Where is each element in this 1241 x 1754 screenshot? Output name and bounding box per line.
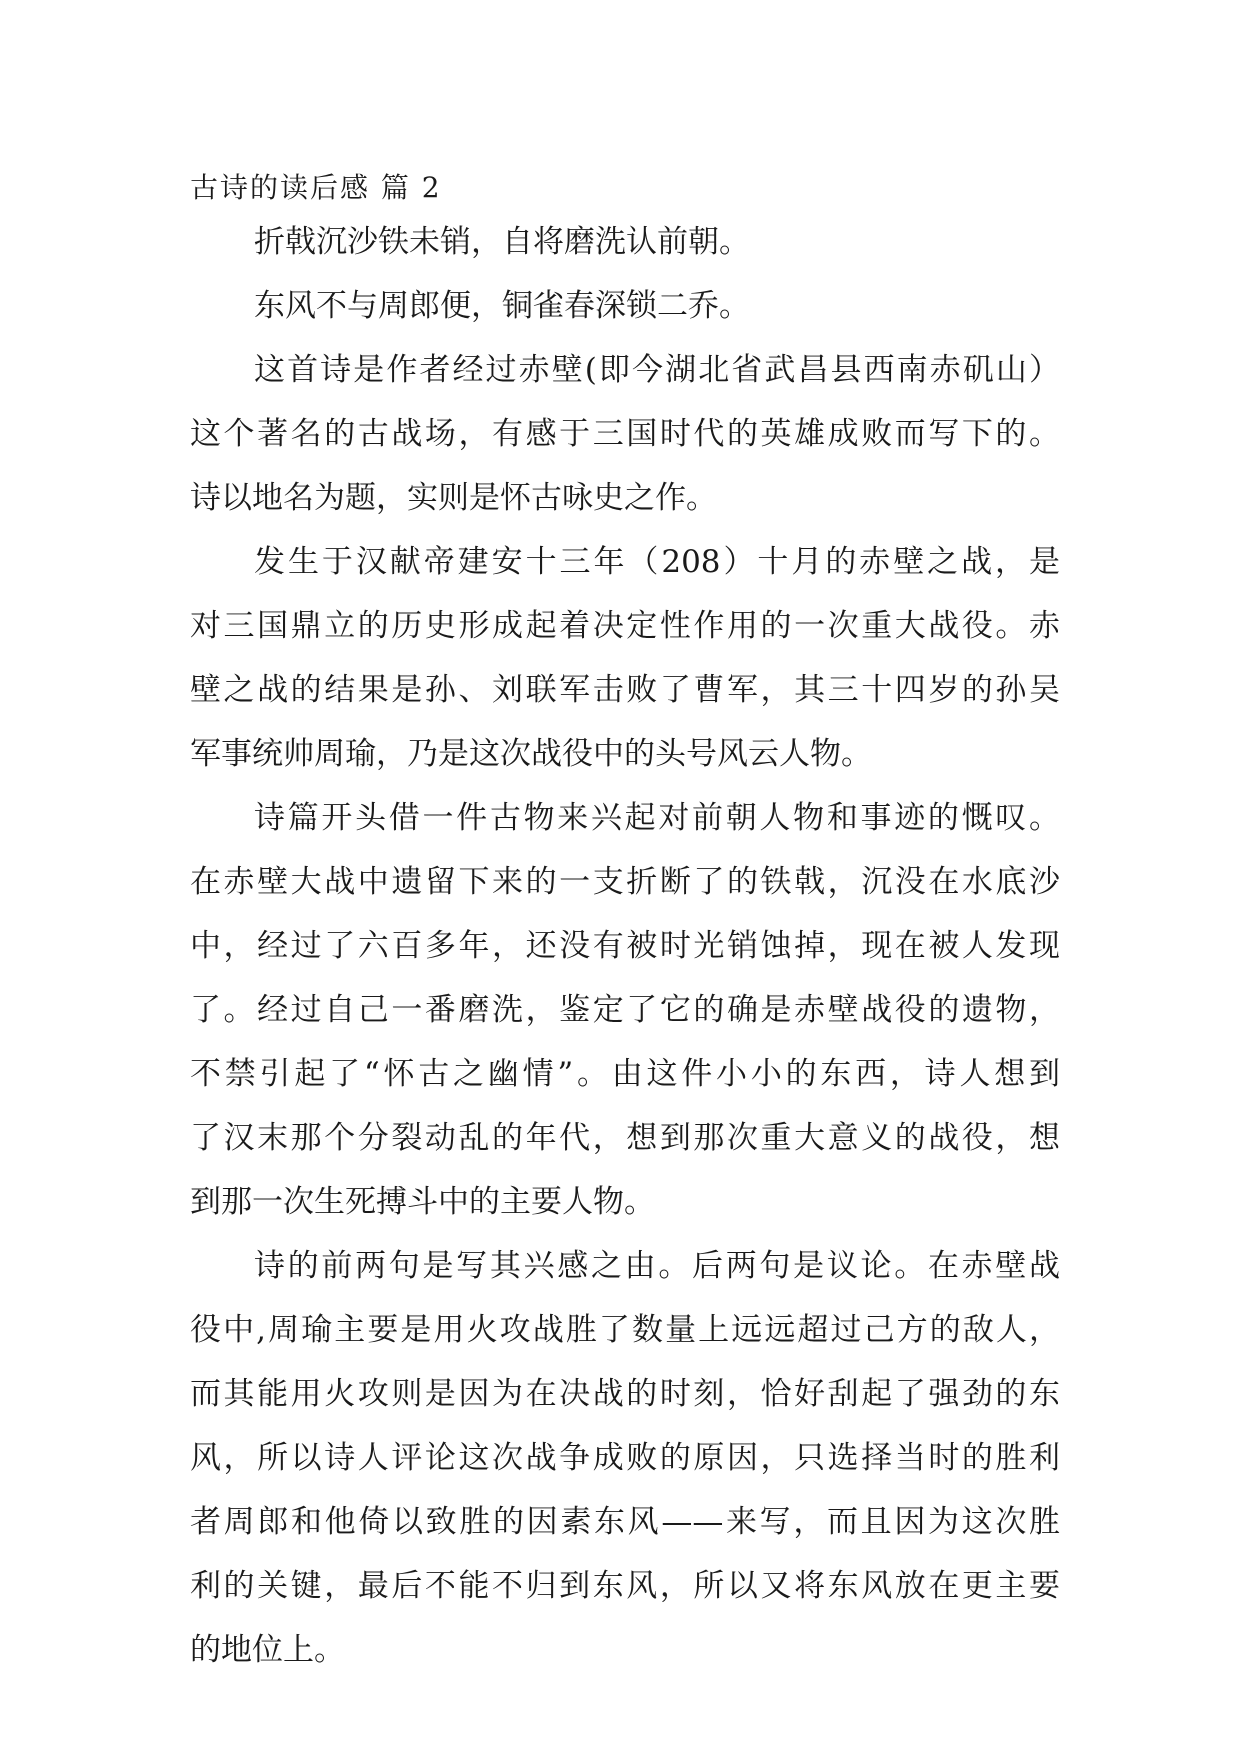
paragraph-line: 军事统帅周瑜，乃是这次战役中的头号风云人物。 — [190, 736, 872, 772]
paragraph-line: 中，经过了六百多年，还没有被时光销蚀掉，现在被人发现 — [190, 928, 1060, 964]
paragraph-line: 诗以地名为题，实则是怀古咏史之作。 — [190, 480, 717, 516]
paragraph-line: 者周郎和他倚以致胜的因素东风——来写，而且因为这次胜 — [190, 1504, 1060, 1540]
paragraph-line: 这个著名的古战场，有感于三国时代的英雄成败而写下的。 — [190, 416, 1060, 452]
paragraph-line: 了汉末那个分裂动乱的年代，想到那次重大意义的战役，想 — [190, 1120, 1060, 1156]
paragraph-line: 了。经过自己一番磨洗，鉴定了它的确是赤壁战役的遗物， — [190, 992, 1060, 1028]
paragraph-line: 不禁引起了“怀古之幽情”。由这件小小的东西，诗人想到 — [190, 1056, 1060, 1092]
paragraph-line: 到那一次生死搏斗中的主要人物。 — [190, 1184, 655, 1220]
paragraph-line: 诗的前两句是写其兴感之由。后两句是议论。在赤壁战 — [254, 1248, 1060, 1284]
paragraph-line: 诗篇开头借一件古物来兴起对前朝人物和事迹的慨叹。 — [254, 800, 1060, 836]
paragraph-line: 在赤壁大战中遗留下来的一支折断了的铁戟，沉没在水底沙 — [190, 864, 1060, 900]
paragraph-line: 发生于汉献帝建安十三年（208）十月的赤壁之战，是 — [254, 544, 1060, 580]
document-title: 古诗的读后感 篇 2 — [190, 171, 442, 204]
paragraph-line: 利的关键，最后不能不归到东风，所以又将东风放在更主要 — [190, 1568, 1060, 1604]
paragraph-line: 的地位上。 — [190, 1632, 345, 1668]
paragraph-line: 风，所以诗人评论这次战争成败的原因，只选择当时的胜利 — [190, 1440, 1060, 1476]
paragraph-line: 而其能用火攻则是因为在决战的时刻，恰好刮起了强劲的东 — [190, 1376, 1060, 1412]
paragraph-line: 役中,周瑜主要是用火攻战胜了数量上远远超过己方的敌人， — [190, 1312, 1060, 1348]
paragraph-line: 对三国鼎立的历史形成起着决定性作用的一次重大战役。赤 — [190, 608, 1060, 644]
paragraph-line: 壁之战的结果是孙、刘联军击败了曹军，其三十四岁的孙吴 — [190, 672, 1060, 708]
paragraph-line: 这首诗是作者经过赤壁(即今湖北省武昌县西南赤矶山） — [254, 352, 1060, 388]
poem-line-2: 东风不与周郎便，铜雀春深锁二乔。 — [254, 288, 750, 324]
poem-line-1: 折戟沉沙铁未销，自将磨洗认前朝。 — [254, 224, 750, 260]
